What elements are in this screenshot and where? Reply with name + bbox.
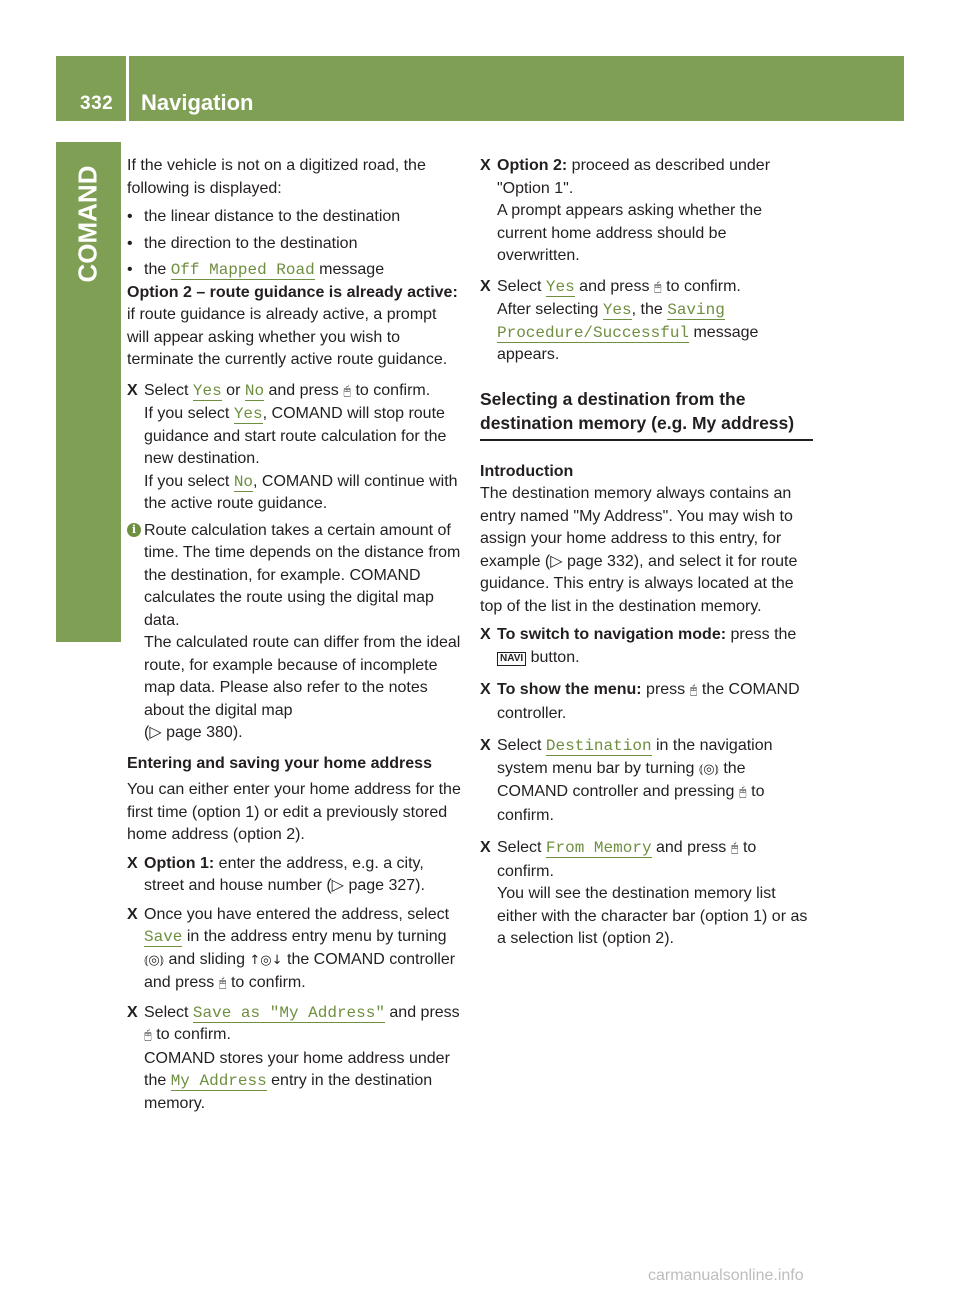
controller-press-icon: 🖰	[343, 383, 352, 399]
page-ref-icon: ▷	[550, 552, 563, 570]
step-item: X To switch to navigation mode: press the NAVI button.	[480, 626, 797, 666]
info-icon: i	[127, 523, 141, 537]
controller-press-icon: 🖰	[738, 785, 747, 800]
step-item: X Select Save as "My Address" and press 🖰 to confirm.	[127, 1003, 460, 1043]
controller-press-icon: 🖰	[218, 976, 227, 991]
side-tab-label: COMAND	[72, 165, 103, 283]
controller-press-icon: 🖰	[730, 841, 739, 856]
controller-turn-icon: ⦅◎⦆	[698, 761, 719, 777]
page-ref-icon: ▷	[149, 724, 162, 741]
step-item: X Select Yes and press 🖰 to confirm.	[480, 277, 741, 296]
paragraph: You can either enter your home address for the first time (option 1) or edit a previously stored home address (option 2).	[127, 781, 461, 843]
paragraph: A prompt appears asking whether the current home address should be overwritten.	[497, 202, 763, 264]
paragraph: COMAND stores your home address under the My Address entry in the destination memory.	[144, 1049, 450, 1112]
step-item: X Option 1: enter the address, e.g. a city, street and house number (▷ page 327).	[127, 854, 425, 894]
right-column	[480, 155, 813, 951]
left-column	[127, 155, 463, 1115]
step-item: X To show the menu: press 🖰 the COMAND controller.	[480, 681, 800, 722]
paragraph: If you select Yes, COMAND will stop route guidance and start route calculation for the new destination.	[144, 405, 447, 467]
side-block	[56, 306, 121, 642]
step-item: X Option 2: proceed as described under "Option 1".	[480, 157, 771, 197]
info-note: i Route calculation takes a certain amount of time. The time depends on the distance from the destination, for example. COMAND calculates the route using the digital map data.	[127, 520, 463, 633]
controller-slide-icon: ↑◎↓	[249, 952, 283, 968]
watermark: carmanualsonline.info	[648, 1267, 804, 1284]
subheading: Entering and saving your home address	[127, 754, 432, 772]
paragraph: The destination memory always contains an entry named "My Address". You may wish to assign your home address to this entry, for example (▷ page 332), and select it for route guidance. This entry is always located at the top of the list in the destination memory.	[480, 485, 798, 615]
page-title: Navigation	[141, 90, 254, 115]
controller-turn-icon: ⦅◎⦆	[144, 952, 165, 968]
step-item: X Select From Memory and press 🖰 to confirm.	[480, 839, 757, 880]
step-item: X Select Yes or No and press 🖰 to confirm.	[127, 381, 431, 400]
controller-press-icon: 🖰	[653, 279, 662, 295]
bullet-item: • the direction to the destination	[127, 234, 358, 252]
subheading: Introduction	[480, 462, 574, 480]
header-divider	[126, 56, 129, 121]
section-heading: Selecting a destination from the destination memory (e.g. My address)	[480, 387, 813, 441]
controller-press-icon: 🖰	[144, 1028, 152, 1043]
paragraph: You will see the destination memory list either with the character bar (option 1) or as a selection list (option 2).	[497, 885, 808, 947]
page-number: 332	[80, 93, 114, 114]
bullet-item: • the Off Mapped Road message	[127, 261, 385, 279]
navi-button-icon: NAVI	[497, 652, 526, 666]
paragraph: The calculated route can differ from the ideal route, for example because of incomplete map data. Please also refer to the notes about the digital map (▷ page 380).	[144, 634, 461, 741]
paragraph: After selecting Yes, the Saving Procedure/Successful message appears.	[497, 301, 759, 363]
paragraph: If the vehicle is not on a digitized road, the following is displayed:	[127, 157, 426, 197]
controller-press-icon: 🖰	[689, 683, 698, 698]
paragraph: Option 2 – route guidance is already active: if route guidance is already active, a prompt will appear asking whether you wish to terminate the currently active route guidance.	[127, 283, 458, 368]
bullet-item: • the linear distance to the destination	[127, 208, 401, 225]
paragraph: If you select No, COMAND will continue with the active route guidance.	[144, 472, 458, 512]
step-item: X Select Destination in the navigation system menu bar by turning ⦅◎⦆ the COMAND controller and pressing 🖰 to confirm.	[480, 737, 773, 824]
step-item: X Once you have entered the address, select Save in the address entry menu by turning ⦅◎⦆ and sliding ↑◎↓ the COMAND controller and press 🖰 to confirm.	[127, 905, 456, 991]
page-ref-icon: ▷	[331, 877, 344, 894]
